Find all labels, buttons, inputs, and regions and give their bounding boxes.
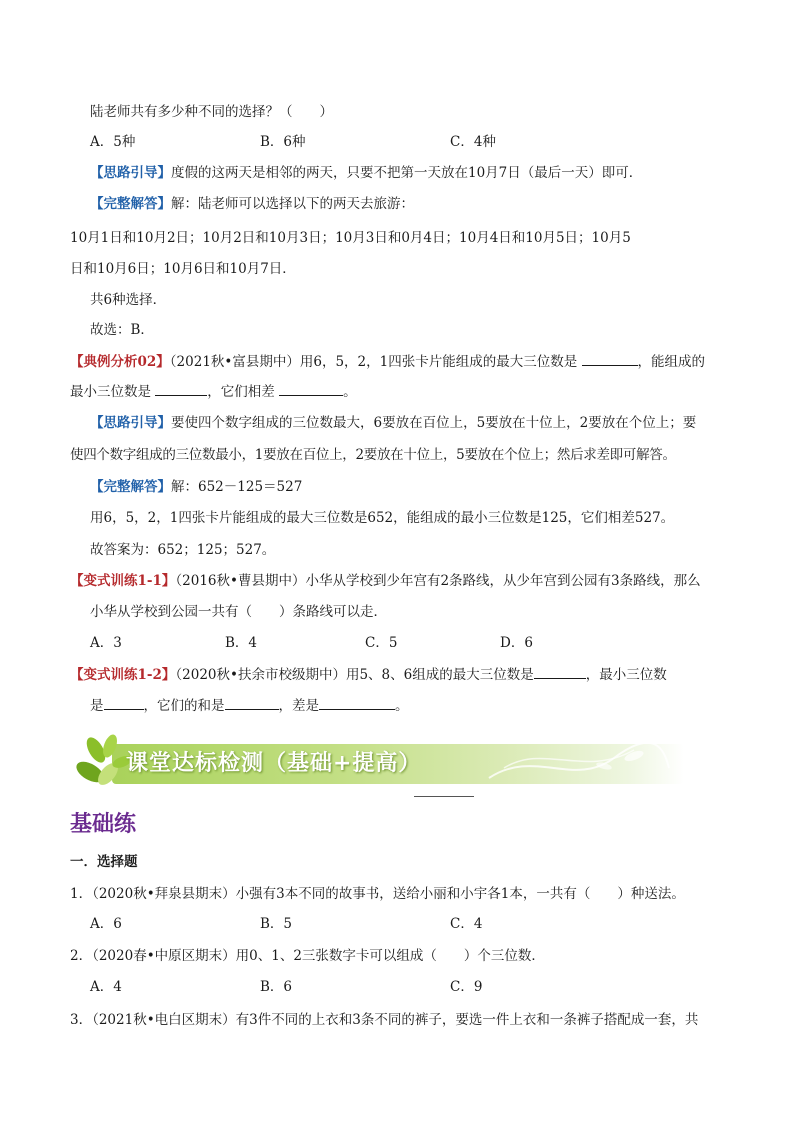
answer-tag: 【完整解答】	[90, 479, 171, 495]
answer-summary: 故答案为：652；125；527。	[90, 542, 276, 558]
options-row	[90, 633, 533, 653]
option-c: C．4	[450, 916, 483, 932]
answer-blank[interactable]	[225, 695, 279, 710]
answer-text: 解：652－125＝527	[171, 479, 303, 495]
answer-blank[interactable]	[582, 351, 638, 366]
variant-tag: 【变式训练1-2】	[70, 667, 176, 683]
hint-text: 要使四个数字组成的三位数最大，6要放在百位上，5要放在十位上，2要放在个位上；要	[171, 415, 697, 431]
option-b: B．6种	[260, 134, 306, 150]
answer-tag: 【完整解答】	[90, 196, 171, 212]
answer-choice: 故选：B．	[90, 322, 154, 338]
option-c: C．5	[365, 635, 398, 651]
option-b: B．4	[225, 635, 258, 651]
hint-line: 使四个数字组成的三位数最小，1要放在百位上，2要放在十位上，5要放在个位上；然后求差即可解答。	[70, 447, 676, 463]
options-row	[90, 914, 482, 934]
option-d: D．6	[500, 635, 533, 651]
option-b: B．6	[260, 979, 293, 995]
variant-text: ，差是	[278, 698, 319, 714]
question-2: 2．（2020春•中原区期末）用0、1、2三张数字卡可以组成（ ）个三位数．	[70, 948, 545, 964]
answer-summary: 共6种选择．	[90, 292, 167, 308]
hint-line	[90, 413, 696, 433]
option-a: A．6	[90, 916, 122, 932]
question-intro: 陆老师共有多少种不同的选择？（ ）	[90, 104, 333, 120]
variant-line: 小华从学校到公园一共有（ ）条路线可以走．	[90, 604, 387, 620]
section-banner	[74, 732, 684, 796]
section-subtitle: 一．选择题	[70, 854, 138, 870]
variant-text: 。	[395, 698, 409, 714]
example-text: ，它们相差	[207, 384, 275, 400]
banner-title: 课堂达标检测（基础+提高）	[126, 751, 422, 776]
variant-text: ，最小三位数	[585, 667, 667, 683]
variant-tag: 【变式训练1-1】	[70, 573, 176, 589]
hint-text: 度假的这两天是相邻的两天，只要不把第一天放在10月7日（最后一天）即可．	[171, 165, 643, 181]
example-line	[70, 381, 357, 402]
example-text: 最小三位数是	[70, 384, 151, 400]
hint-tag: 【思路引导】	[90, 165, 171, 181]
section-title: 基础练	[70, 812, 137, 837]
variant-text: 是	[90, 698, 104, 714]
option-b: B．5	[260, 916, 293, 932]
answer-line	[90, 477, 302, 497]
variant-text: （2016秋•曹县期中）小华从学校到少年宫有2条路线，从少年宫到公园有3条路线，那么	[175, 573, 701, 589]
answer-detail-line: 日和10月6日；10月6日和10月7日．	[70, 261, 296, 277]
divider	[414, 796, 474, 797]
answer-blank[interactable]	[279, 381, 343, 396]
example-tag: 【典例分析02】	[70, 354, 170, 370]
answer-detail-line: 用6，5，2，1四张卡片能组成的最大三位数是652，能组成的最小三位数是125，它们相差527。	[90, 510, 675, 526]
option-c: C．4种	[450, 134, 496, 150]
option-a: A．3	[90, 635, 122, 651]
example-text: （2021秋•富县期中）用6，5，2，1四张卡片能组成的最大三位数是	[169, 354, 578, 370]
example-text: ，能组成的	[637, 354, 706, 370]
answer-blank[interactable]	[155, 381, 207, 396]
answer-blank[interactable]	[319, 695, 395, 710]
swirl-decoration-icon	[484, 738, 674, 788]
question-1: 1．（2020秋•拜泉县期末）小强有3本不同的故事书，送给小丽和小宇各1本，一共有（ ）种送法。	[70, 886, 685, 902]
answer-blank[interactable]	[104, 695, 144, 710]
options-row	[90, 977, 482, 997]
answer-line	[90, 194, 414, 214]
example-line	[70, 351, 705, 372]
variant-text: ，它们的和是	[143, 698, 225, 714]
question-3: 3．（2021秋•电白区期末）有3件不同的上衣和3条不同的裤子，要选一件上衣和一条裤子搭配成一套，共	[70, 1012, 699, 1028]
answer-text: 解：陆老师可以选择以下的两天去旅游：	[171, 196, 414, 212]
variant-line	[70, 571, 701, 591]
hint-line	[90, 163, 642, 183]
example-text: 。	[343, 384, 357, 400]
hint-tag: 【思路引导】	[90, 415, 171, 431]
option-c: C．9	[450, 979, 483, 995]
options-row	[90, 132, 496, 152]
option-a: A．5种	[90, 134, 136, 150]
answer-detail-line: 10月1日和10月2日；10月2日和10月3日；10月3日和0月4日；10月4日和10月5日；10月5	[70, 230, 631, 246]
option-a: A．4	[90, 979, 122, 995]
variant-text: （2020秋•扶余市校级期中）用5、8、6组成的最大三位数是	[175, 667, 534, 683]
variant-line	[70, 664, 667, 685]
answer-blank[interactable]	[534, 664, 586, 679]
variant-line	[90, 695, 409, 716]
